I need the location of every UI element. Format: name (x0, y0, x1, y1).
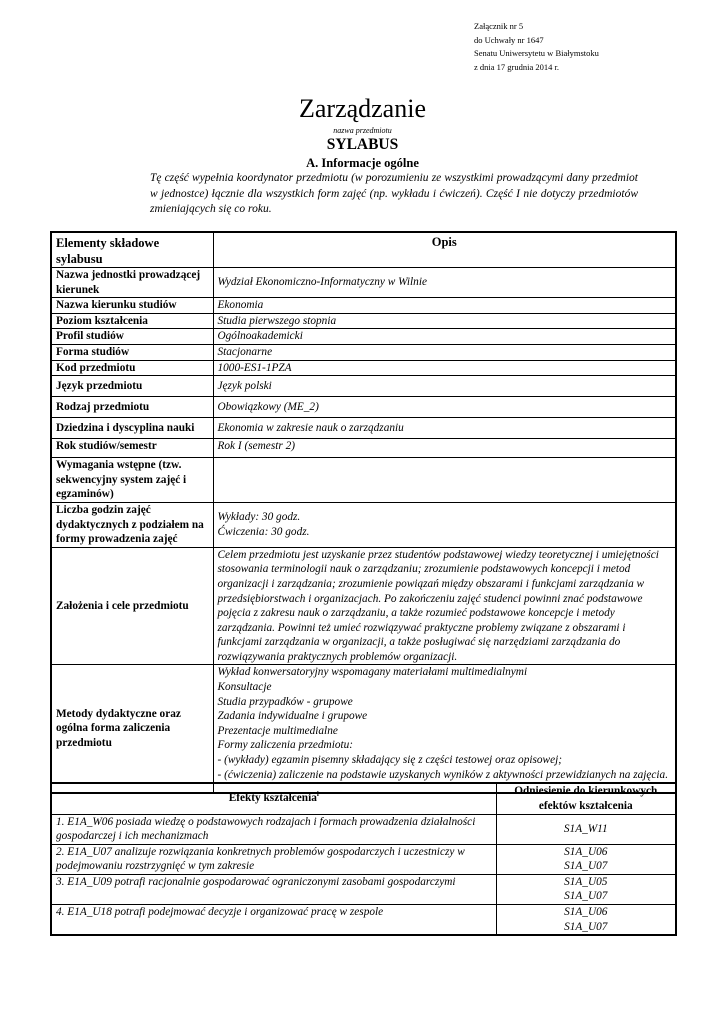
row-label: Kod przedmiotu (51, 360, 213, 376)
table-header-row (51, 783, 676, 814)
row-label: Poziom kształcenia (51, 313, 213, 329)
table-row (51, 844, 676, 874)
table-header-row (51, 232, 676, 268)
annex-line: z dnia 17 grudnia 2014 r. (474, 61, 559, 72)
row-label: Liczba godzin zajęć dydaktycznych z podziałem na formy prowadzenia zajęć (51, 502, 213, 547)
row-value: Stacjonarne (213, 344, 676, 360)
table-row (51, 458, 676, 503)
footnote-marker: i (316, 790, 319, 799)
table-row (51, 344, 676, 360)
outcome-text: 1. E1A_W06 posiada wiedzę o podstawowych rodzajach i formach prowadzenia działalności gospodarczej i ich mechanizmach (51, 814, 496, 844)
code: S1A_U07 (564, 920, 608, 933)
table-row (51, 268, 676, 298)
table-row (51, 439, 676, 458)
general-info-table (50, 231, 677, 794)
table-row (51, 905, 676, 936)
row-value: Język polski (213, 376, 676, 397)
value-line: Wykład konwersatoryjny wspomagany materiałami multimedialnymi (217, 666, 528, 679)
value-line: Formy zaliczenia przedmiotu: (217, 739, 354, 752)
row-label: Dziedzina i dyscyplina nauki (51, 418, 213, 439)
code: S1A_U07 (564, 860, 608, 873)
annex-line: Załącznik nr 5 (474, 21, 524, 31)
row-label: Nazwa jednostki prowadzącej kierunek (51, 268, 213, 298)
table-row (51, 376, 676, 397)
code: S1A_U06 (564, 906, 608, 919)
table-row (51, 814, 676, 844)
row-label: Język przedmiotu (51, 376, 213, 397)
row-value: Ekonomia (213, 298, 676, 314)
learning-outcomes-table (50, 782, 677, 936)
value-line: Konsultacje (217, 681, 272, 694)
annex-line: Senatu Uniwersytetu w Białymstoku (474, 48, 599, 58)
table-row (51, 874, 676, 904)
row-label: Wymagania wstępne (tzw. sekwencyjny system zajęć i egzaminów) (51, 458, 213, 503)
outcome-text: 2. E1A_U07 analizuje rozwiązania konkretnych problemów gospodarczych i uczestniczy w podejmowaniu rozstrzygnięć w tym zakresie (51, 844, 496, 874)
row-value (213, 458, 676, 503)
value-line: Studia przypadków - grupowe (217, 695, 353, 708)
row-value: Rok I (semestr 2) (213, 439, 676, 458)
row-value: Ogólnoakademicki (213, 329, 676, 345)
section-heading: A. Informacje ogólne (306, 156, 419, 170)
row-label: Rodzaj przedmiotu (51, 397, 213, 418)
table-row (51, 502, 676, 547)
row-label: Założenia i cele przedmiotu (51, 547, 213, 665)
table-row (51, 547, 676, 665)
table-row (51, 329, 676, 345)
outcome-codes (496, 874, 676, 904)
outcome-codes (496, 814, 676, 844)
header-description: Opis (213, 232, 676, 268)
code: S1A_U06 (564, 845, 608, 858)
table-row (51, 397, 676, 418)
row-label: Profil studiów (51, 329, 213, 345)
row-value: Celem przedmiotu jest uzyskanie przez studentów podstawowej wiedzy teoretycznej i umiejętności stosowania terminologii nauk o zarządzaniu; zrozumienie podstawowych koncepcji i metod organizacji i zarządzania; zrozumienie powiązań między obszarami i funkcjami zarządzania w przedsiębiorstwach i organizacjach. Po zakończeniu zajęć studenci powinni znać podstawowe pojęcia z zakresu nauk o zarządzaniu, a także rozumieć podstawowe koncepcje i metody zarządzania. Powinni też umieć rozwiązywać praktyczne problemy związane z obszarami i funkcjami zarządzania w organizacji, a także posługiwać się narzędziami zarządzania do rozwiązywania praktycznych problemów organizacji. (213, 547, 676, 665)
row-label: Metody dydaktyczne oraz ogólna forma zaliczenia przedmiotu (51, 665, 213, 793)
header-reference: Odniesienie do kierunkowych efektów kształcenia (496, 783, 676, 814)
row-value (213, 502, 676, 547)
row-value: 1000-ES1-1PZA (213, 360, 676, 376)
header-elements: Elementy składowe sylabusu (51, 232, 213, 268)
document-heading: SYLABUS (326, 136, 399, 153)
value-line: Wykłady: 30 godz. (217, 511, 301, 524)
table-row (51, 313, 676, 329)
intro-paragraph: Tę część wypełnia koordynator przedmiotu (w porozumieniu ze wszystkimi prowadzącymi dany przedmiot w jednostce) łącznie dla wszystkich form zajęć (np. wykładu i ćwiczeń). Część I nie dotyczy przedmiotów zmieniających się co roku. (150, 172, 638, 215)
course-title: Zarządzanie (298, 94, 426, 123)
row-label: Forma studiów (51, 344, 213, 360)
outcome-text: 4. E1A_U18 potrafi podejmować decyzje i organizować pracę w zespole (51, 905, 496, 936)
table-row (51, 298, 676, 314)
row-value: Ekonomia w zakresie nauk o zarządzaniu (213, 418, 676, 439)
code: S1A_U07 (564, 890, 608, 903)
row-value: Obowiązkowy (ME_2) (213, 397, 676, 418)
code: S1A_U05 (564, 875, 608, 888)
row-label: Nazwa kierunku studiów (51, 298, 213, 314)
table-row (51, 360, 676, 376)
header-outcomes: Efekty kształcenia$^i$ (51, 783, 496, 814)
table-row (51, 418, 676, 439)
code: S1A_W11 (563, 822, 608, 835)
value-line: Prezentacje multimedialne (217, 724, 338, 737)
outcome-codes (496, 905, 676, 936)
table-row (51, 665, 676, 793)
course-title-caption: nazwa przedmiotu (333, 126, 392, 135)
value-line: - (ćwiczenia) zaliczenie na podstawie uzyskanych wyników z aktywności przewidzianych na zajęcia. (217, 768, 669, 781)
value-line: - (wykłady) egzamin pisemny składający się z części testowej oraz opisowej; (217, 754, 562, 767)
outcome-text: 3. E1A_U09 potrafi racjonalnie gospodarować ograniczonymi zasobami gospodarczymi (51, 874, 496, 904)
annex-line: do Uchwały nr 1647 (474, 34, 544, 45)
outcome-codes (496, 844, 676, 874)
annex-note (474, 20, 599, 74)
value-line: Ćwiczenia: 30 godz. (217, 525, 310, 538)
row-value (213, 665, 676, 793)
row-value: Wydział Ekonomiczno-Informatyczny w Wilnie (213, 268, 676, 298)
row-label: Rok studiów/semestr (51, 439, 213, 458)
value-line: Zadania indywidualne i grupowe (217, 710, 368, 723)
row-value: Studia pierwszego stopnia (213, 313, 676, 329)
